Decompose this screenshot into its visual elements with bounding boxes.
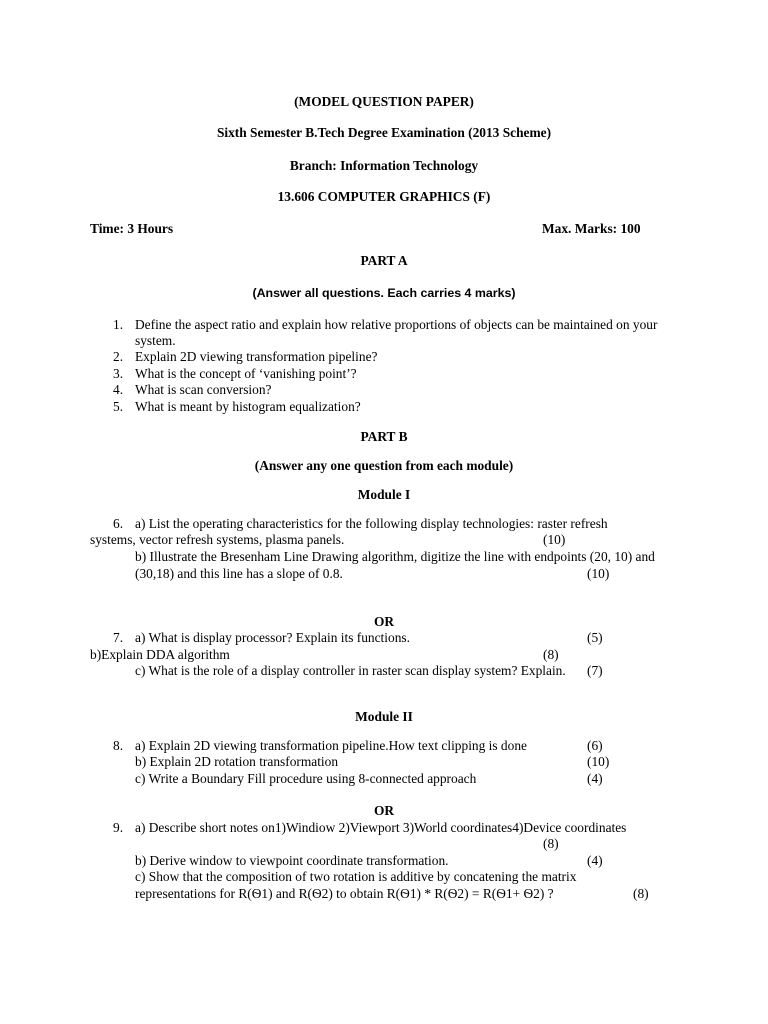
- part-a-title: PART A: [360, 253, 408, 268]
- question-text: a) What is display processor? Explain its functions.: [135, 630, 410, 645]
- question-number: 4.: [113, 382, 124, 397]
- question-marks: (8): [543, 647, 559, 662]
- question-marks: (8): [633, 886, 649, 901]
- question-text: a) Explain 2D viewing transformation pipeline.How text clipping is done: [135, 738, 527, 753]
- question-text: Explain 2D viewing transformation pipeline?: [135, 349, 378, 364]
- question-number: 6.: [113, 516, 124, 531]
- max-marks-label: Max. Marks: 100: [542, 221, 641, 236]
- question-number: 3.: [113, 366, 124, 381]
- question-marks: (4): [587, 771, 603, 786]
- question-number: 9.: [113, 820, 124, 835]
- question-text: b)Explain DDA algorithm: [90, 647, 230, 662]
- question-text: b) Derive window to viewpoint coordinate transformation.: [135, 853, 449, 868]
- question-text: What is scan conversion?: [135, 382, 272, 397]
- question-marks: (8): [543, 836, 559, 851]
- question-marks: (6): [587, 738, 603, 753]
- question-text: a) Describe short notes on1)Windiow 2)Viewport 3)World coordinates4)Device coordinates: [135, 820, 627, 835]
- question-text: Define the aspect ratio and explain how relative proportions of objects can be maintained on your: [135, 317, 658, 332]
- question-text: c) Write a Boundary Fill procedure using 8-connected approach: [135, 771, 477, 786]
- course-title: 13.606 COMPUTER GRAPHICS (F): [277, 189, 491, 204]
- question-text: What is meant by histogram equalization?: [135, 399, 361, 414]
- question-number: 1.: [113, 317, 124, 332]
- question-text: What is the concept of ‘vanishing point’?: [135, 366, 357, 381]
- question-number: 2.: [113, 349, 124, 364]
- question-text: (30,18) and this line has a slope of 0.8.: [135, 566, 343, 581]
- question-text: b) Illustrate the Bresenham Line Drawing algorithm, digitize the line with endpoints (20, 10) and: [135, 549, 655, 564]
- question-marks: (4): [587, 853, 603, 868]
- question-number: 7.: [113, 630, 124, 645]
- question-text: systems, vector refresh systems, plasma panels.: [90, 532, 345, 547]
- question-marks: (10): [587, 566, 610, 581]
- question-text: representations for R(Ѳ1) and R(Ѳ2) to obtain R(Ѳ1) * R(Ѳ2) = R(Ѳ1+ Ѳ2) ?: [135, 886, 554, 901]
- question-marks: (5): [587, 630, 603, 645]
- question-number: 8.: [113, 738, 124, 753]
- paper-title: (MODEL QUESTION PAPER): [294, 94, 474, 109]
- branch-line: Branch: Information Technology: [289, 158, 479, 173]
- question-text: c) Show that the composition of two rotation is additive by concatening the matrix: [135, 869, 577, 884]
- part-b-instruction: (Answer any one question from each module): [254, 458, 514, 473]
- question-text: c) What is the role of a display controller in raster scan display system? Explain.: [135, 663, 566, 678]
- exam-title: Sixth Semester B.Tech Degree Examination (2013 Scheme): [216, 125, 552, 140]
- question-marks: (10): [587, 754, 610, 769]
- part-a-instruction: (Answer all questions. Each carries 4 marks): [252, 286, 516, 300]
- module-2-title: Module II: [355, 709, 413, 724]
- or-divider: OR: [373, 803, 395, 818]
- module-1-title: Module I: [357, 487, 411, 502]
- question-text: system.: [135, 333, 176, 348]
- part-b-title: PART B: [360, 429, 408, 444]
- question-text: a) List the operating characteristics for the following display technologies: raster refresh: [135, 516, 608, 531]
- time-label: Time: 3 Hours: [90, 221, 174, 236]
- question-marks: (10): [543, 532, 566, 547]
- question-text: b) Explain 2D rotation transformation: [135, 754, 339, 769]
- or-divider: OR: [373, 614, 395, 629]
- question-marks: (7): [587, 663, 603, 678]
- question-number: 5.: [113, 399, 124, 414]
